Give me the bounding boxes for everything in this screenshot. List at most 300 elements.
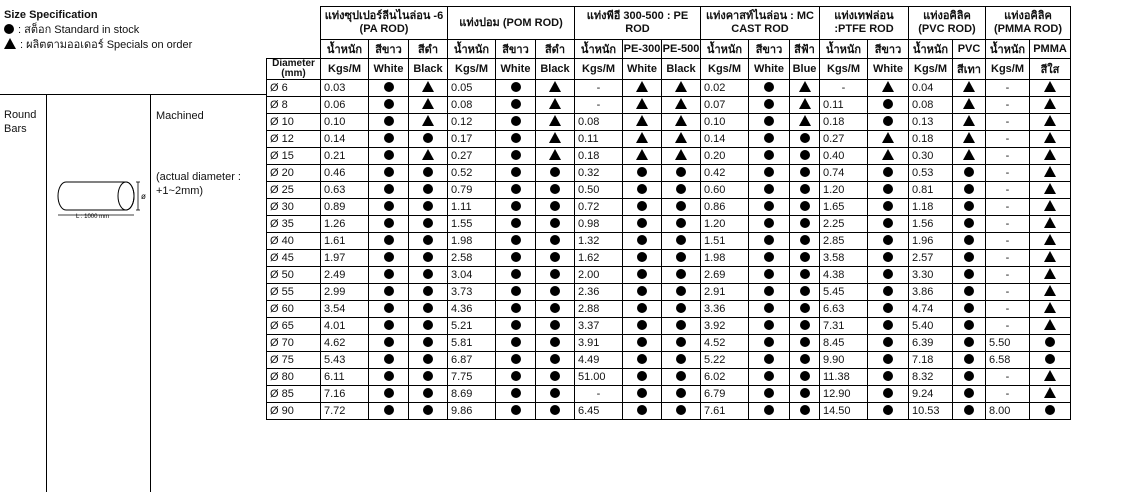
table-cell	[953, 284, 986, 301]
table-row	[267, 403, 1071, 420]
table-cell	[1030, 335, 1071, 352]
order-triangle-icon	[675, 115, 687, 126]
stock-dot-icon	[550, 167, 560, 177]
middle-column-divider	[150, 94, 151, 492]
column-header: น้ำหนัก	[575, 40, 623, 59]
table-cell	[953, 199, 986, 216]
table-cell: 1.98	[448, 233, 496, 250]
table-cell	[496, 284, 536, 301]
table-cell	[749, 352, 790, 369]
table-cell: 5.45	[820, 284, 868, 301]
table-cell	[749, 369, 790, 386]
stock-dot-icon	[511, 354, 521, 364]
stock-dot-icon	[511, 303, 521, 313]
stock-dot-icon	[964, 303, 974, 313]
table-cell: 4.52	[701, 335, 749, 352]
stock-dot-icon	[550, 388, 560, 398]
table-cell: 51.00	[575, 369, 623, 386]
table-cell	[953, 233, 986, 250]
table-cell: -	[986, 318, 1030, 335]
table-cell: 7.31	[820, 318, 868, 335]
stock-dot-icon	[550, 286, 560, 296]
legend-stock-row	[4, 23, 264, 38]
table-cell: -	[575, 97, 623, 114]
stock-dot-icon	[676, 354, 686, 364]
stock-dot-icon	[676, 337, 686, 347]
table-cell: -	[986, 369, 1030, 386]
order-triangle-icon	[963, 98, 975, 109]
table-cell	[953, 352, 986, 369]
stock-dot-icon	[883, 218, 893, 228]
unit-header: Kgs/M	[820, 59, 868, 80]
table-cell	[1030, 318, 1071, 335]
table-cell	[790, 352, 820, 369]
table-cell	[868, 233, 909, 250]
table-row	[267, 369, 1071, 386]
stock-dot-icon	[423, 337, 433, 347]
table-cell	[868, 165, 909, 182]
table-cell	[662, 267, 701, 284]
table-cell	[790, 318, 820, 335]
table-cell	[953, 335, 986, 352]
table-row	[267, 318, 1071, 335]
stock-dot-icon	[883, 320, 893, 330]
table-cell	[623, 386, 662, 403]
order-triangle-icon	[675, 81, 687, 92]
table-cell	[496, 369, 536, 386]
order-triangle-icon	[4, 38, 16, 49]
column-header: น้ำหนัก	[986, 40, 1030, 59]
diameter-cell: Ø 25	[267, 182, 321, 199]
unit-header: Kgs/M	[575, 59, 623, 80]
table-cell	[409, 318, 448, 335]
table-cell: 1.11	[448, 199, 496, 216]
table-cell: 2.57	[909, 250, 953, 267]
stock-dot-icon	[637, 167, 647, 177]
table-cell: 0.27	[820, 131, 868, 148]
table-cell	[790, 233, 820, 250]
stock-dot-icon	[1045, 337, 1055, 347]
table-cell	[1030, 165, 1071, 182]
table-cell	[409, 114, 448, 131]
table-cell	[953, 301, 986, 318]
stock-dot-icon	[637, 286, 647, 296]
order-triangle-icon	[1044, 251, 1056, 262]
table-cell: 0.14	[701, 131, 749, 148]
stock-dot-icon	[883, 167, 893, 177]
header-blank-cell	[267, 40, 321, 59]
table-cell	[623, 335, 662, 352]
table-cell: 2.49	[321, 267, 369, 284]
stock-dot-icon	[384, 286, 394, 296]
order-triangle-icon	[1044, 81, 1056, 92]
order-triangle-icon	[882, 81, 894, 92]
table-cell: -	[986, 97, 1030, 114]
table-cell: 3.91	[575, 335, 623, 352]
stock-dot-icon	[511, 269, 521, 279]
diameter-cell: Ø 12	[267, 131, 321, 148]
unit-header: Black	[409, 59, 448, 80]
spec-table	[266, 6, 1071, 420]
table-cell	[409, 216, 448, 233]
stock-dot-icon	[550, 184, 560, 194]
stock-dot-icon	[764, 286, 774, 296]
table-cell: 0.60	[701, 182, 749, 199]
table-cell: 8.00	[986, 403, 1030, 420]
table-cell	[536, 148, 575, 165]
stock-dot-icon	[637, 218, 647, 228]
order-triangle-icon	[1044, 200, 1056, 211]
table-cell	[868, 148, 909, 165]
table-cell	[623, 352, 662, 369]
order-triangle-icon	[1044, 217, 1056, 228]
table-cell: 0.04	[909, 80, 953, 97]
table-cell	[662, 284, 701, 301]
order-triangle-icon	[963, 115, 975, 126]
order-triangle-icon	[963, 132, 975, 143]
table-cell: 0.21	[321, 148, 369, 165]
table-cell	[409, 335, 448, 352]
column-header: น้ำหนัก	[448, 40, 496, 59]
order-triangle-icon	[549, 98, 561, 109]
table-cell: 3.37	[575, 318, 623, 335]
table-cell: 6.58	[986, 352, 1030, 369]
stock-dot-icon	[384, 218, 394, 228]
table-cell	[662, 250, 701, 267]
stock-dot-icon	[964, 337, 974, 347]
table-cell	[868, 97, 909, 114]
legend-order-row	[4, 38, 264, 53]
stock-dot-icon	[800, 150, 810, 160]
table-cell: 0.89	[321, 199, 369, 216]
table-cell	[790, 131, 820, 148]
table-cell	[496, 301, 536, 318]
table-cell: 12.90	[820, 386, 868, 403]
table-cell: 0.50	[575, 182, 623, 199]
stock-dot-icon	[550, 235, 560, 245]
order-triangle-icon	[549, 115, 561, 126]
table-cell: 0.20	[701, 148, 749, 165]
table-cell	[749, 284, 790, 301]
diameter-cell: Ø 65	[267, 318, 321, 335]
diameter-label: Diameter	[272, 58, 315, 69]
stock-dot-icon	[423, 269, 433, 279]
order-triangle-icon	[963, 149, 975, 160]
order-triangle-icon	[1044, 285, 1056, 296]
table-cell	[749, 318, 790, 335]
table-cell: 7.61	[701, 403, 749, 420]
column-header: สีขาว	[749, 40, 790, 59]
table-cell: 1.20	[820, 182, 868, 199]
table-cell: -	[820, 80, 868, 97]
table-cell: 1.61	[321, 233, 369, 250]
stock-dot-icon	[511, 150, 521, 160]
table-cell	[662, 318, 701, 335]
table-cell: 1.26	[321, 216, 369, 233]
diameter-cell: Ø 75	[267, 352, 321, 369]
table-cell	[749, 233, 790, 250]
table-cell: 1.56	[909, 216, 953, 233]
header-unit-row	[267, 59, 1071, 80]
order-triangle-icon	[1044, 98, 1056, 109]
table-cell	[409, 148, 448, 165]
table-cell	[496, 165, 536, 182]
stock-dot-icon	[883, 354, 893, 364]
table-cell: 5.50	[986, 335, 1030, 352]
rod-diagram-icon	[56, 178, 148, 218]
table-cell: 0.08	[575, 114, 623, 131]
stock-dot-icon	[800, 354, 810, 364]
order-triangle-icon	[1044, 166, 1056, 177]
material-header: แท่งคาสท์ไนล่อน : MC CAST ROD	[701, 7, 820, 40]
stock-dot-icon	[423, 388, 433, 398]
stock-dot-icon	[964, 388, 974, 398]
diameter-cell: Ø 6	[267, 80, 321, 97]
table-cell	[1030, 233, 1071, 250]
table-cell	[496, 403, 536, 420]
table-cell: 9.90	[820, 352, 868, 369]
table-cell	[369, 114, 409, 131]
table-cell	[953, 250, 986, 267]
table-cell	[623, 250, 662, 267]
table-cell	[662, 148, 701, 165]
unit-header: สีใส	[1030, 59, 1071, 80]
table-cell	[662, 97, 701, 114]
stock-dot-icon	[883, 371, 893, 381]
table-cell	[496, 267, 536, 284]
diameter-cell: Ø 10	[267, 114, 321, 131]
stock-dot-icon	[800, 218, 810, 228]
stock-dot-icon	[637, 405, 647, 415]
table-cell	[496, 131, 536, 148]
stock-dot-icon	[423, 184, 433, 194]
stock-dot-icon	[800, 201, 810, 211]
table-cell	[536, 335, 575, 352]
stock-dot-icon	[637, 252, 647, 262]
table-cell	[369, 148, 409, 165]
stock-dot-icon	[964, 269, 974, 279]
table-cell	[623, 301, 662, 318]
unit-header: White	[749, 59, 790, 80]
table-cell	[790, 199, 820, 216]
table-cell: 1.20	[701, 216, 749, 233]
table-cell: 3.92	[701, 318, 749, 335]
left-column-divider	[46, 94, 47, 492]
table-cell	[790, 182, 820, 199]
table-cell	[409, 352, 448, 369]
table-cell	[369, 80, 409, 97]
stock-dot-icon	[384, 252, 394, 262]
table-cell	[1030, 182, 1071, 199]
table-cell: 0.12	[448, 114, 496, 131]
stock-dot-icon	[423, 371, 433, 381]
table-cell: 8.32	[909, 369, 953, 386]
table-cell	[369, 301, 409, 318]
table-cell	[749, 182, 790, 199]
table-cell: 0.08	[448, 97, 496, 114]
table-cell	[749, 267, 790, 284]
table-cell: 6.63	[820, 301, 868, 318]
stock-dot-icon	[511, 218, 521, 228]
table-cell: -	[575, 386, 623, 403]
order-triangle-icon	[422, 115, 434, 126]
diameter-cell: Ø 60	[267, 301, 321, 318]
stock-dot-icon	[511, 371, 521, 381]
table-cell: 4.74	[909, 301, 953, 318]
stock-dot-icon	[764, 201, 774, 211]
table-cell	[536, 267, 575, 284]
table-cell	[369, 216, 409, 233]
stock-dot-icon	[800, 337, 810, 347]
stock-dot-icon	[1045, 354, 1055, 364]
stock-dot-icon	[800, 388, 810, 398]
stock-dot-icon	[384, 235, 394, 245]
table-cell	[953, 131, 986, 148]
stock-dot-icon	[550, 269, 560, 279]
stock-dot-icon	[550, 354, 560, 364]
diameter-cell: Ø 20	[267, 165, 321, 182]
stock-dot-icon	[423, 405, 433, 415]
stock-dot-icon	[637, 388, 647, 398]
table-cell	[623, 148, 662, 165]
table-cell	[623, 318, 662, 335]
stock-dot-icon	[964, 167, 974, 177]
table-cell: 0.79	[448, 182, 496, 199]
table-cell	[662, 369, 701, 386]
table-cell	[496, 216, 536, 233]
table-cell	[369, 97, 409, 114]
order-triangle-icon	[636, 115, 648, 126]
table-cell: 0.13	[909, 114, 953, 131]
diameter-cell: Ø 70	[267, 335, 321, 352]
column-header: สีดำ	[536, 40, 575, 59]
table-cell	[868, 403, 909, 420]
stock-dot-icon	[964, 235, 974, 245]
stock-dot-icon	[676, 405, 686, 415]
stock-dot-icon	[800, 286, 810, 296]
table-cell	[953, 165, 986, 182]
table-cell: 1.97	[321, 250, 369, 267]
table-row	[267, 267, 1071, 284]
table-row	[267, 80, 1071, 97]
specification-label: Specification	[29, 9, 98, 21]
table-cell	[662, 403, 701, 420]
table-cell	[623, 131, 662, 148]
stock-dot-icon	[384, 167, 394, 177]
order-triangle-icon	[549, 149, 561, 160]
header-blank-cell	[267, 7, 321, 40]
table-cell: 2.99	[321, 284, 369, 301]
table-row	[267, 233, 1071, 250]
diameter-cell: Ø 40	[267, 233, 321, 250]
table-cell	[496, 352, 536, 369]
table-cell: -	[986, 199, 1030, 216]
table-cell	[749, 148, 790, 165]
table-cell: 5.22	[701, 352, 749, 369]
stock-dot-icon	[883, 388, 893, 398]
stock-dot-icon	[883, 201, 893, 211]
table-cell	[749, 216, 790, 233]
stock-dot-icon	[511, 405, 521, 415]
table-cell	[1030, 148, 1071, 165]
stock-dot-icon	[4, 24, 14, 34]
table-cell: -	[986, 148, 1030, 165]
stock-dot-icon	[764, 235, 774, 245]
stock-dot-icon	[550, 201, 560, 211]
table-row	[267, 301, 1071, 318]
stock-dot-icon	[384, 133, 394, 143]
table-row	[267, 216, 1071, 233]
stock-dot-icon	[511, 184, 521, 194]
table-cell: -	[986, 386, 1030, 403]
table-cell	[790, 284, 820, 301]
table-cell: -	[986, 80, 1030, 97]
table-cell	[409, 386, 448, 403]
order-triangle-icon	[1044, 268, 1056, 279]
table-cell: 0.18	[820, 114, 868, 131]
stock-dot-icon	[676, 269, 686, 279]
table-cell: 0.32	[575, 165, 623, 182]
stock-dot-icon	[964, 252, 974, 262]
table-cell: 0.30	[909, 148, 953, 165]
table-cell: 4.49	[575, 352, 623, 369]
table-cell	[953, 369, 986, 386]
table-cell: 7.72	[321, 403, 369, 420]
order-triangle-icon	[882, 149, 894, 160]
table-cell	[662, 165, 701, 182]
table-cell	[536, 182, 575, 199]
table-cell	[369, 131, 409, 148]
stock-dot-icon	[1045, 405, 1055, 415]
table-cell	[409, 199, 448, 216]
machined-label: Machined	[156, 110, 204, 122]
order-triangle-icon	[549, 81, 561, 92]
table-cell	[868, 182, 909, 199]
order-triangle-icon	[1044, 302, 1056, 313]
table-cell: 3.86	[909, 284, 953, 301]
table-cell	[496, 386, 536, 403]
table-row	[267, 131, 1071, 148]
table-cell	[496, 233, 536, 250]
actual-diameter-label: (actual diameter : +1~2mm)	[156, 171, 241, 197]
table-cell: 0.18	[909, 131, 953, 148]
table-cell	[749, 97, 790, 114]
table-cell	[623, 284, 662, 301]
stock-dot-icon	[676, 303, 686, 313]
table-cell: 0.05	[448, 80, 496, 97]
column-header: PMMA	[1030, 40, 1071, 59]
table-cell	[496, 97, 536, 114]
table-cell	[953, 80, 986, 97]
table-row	[267, 182, 1071, 199]
table-cell: 1.98	[701, 250, 749, 267]
stock-dot-icon	[800, 235, 810, 245]
stock-dot-icon	[883, 116, 893, 126]
table-cell	[662, 216, 701, 233]
table-cell: 4.36	[448, 301, 496, 318]
table-cell	[868, 131, 909, 148]
table-cell	[496, 148, 536, 165]
table-cell: 3.04	[448, 267, 496, 284]
stock-dot-icon	[511, 286, 521, 296]
diameter-cell: Ø 35	[267, 216, 321, 233]
table-cell	[369, 403, 409, 420]
stock-dot-icon	[384, 303, 394, 313]
material-header: แท่งปอม (POM ROD)	[448, 7, 575, 40]
order-triangle-icon	[1044, 132, 1056, 143]
table-cell: 0.81	[909, 182, 953, 199]
table-cell	[623, 199, 662, 216]
